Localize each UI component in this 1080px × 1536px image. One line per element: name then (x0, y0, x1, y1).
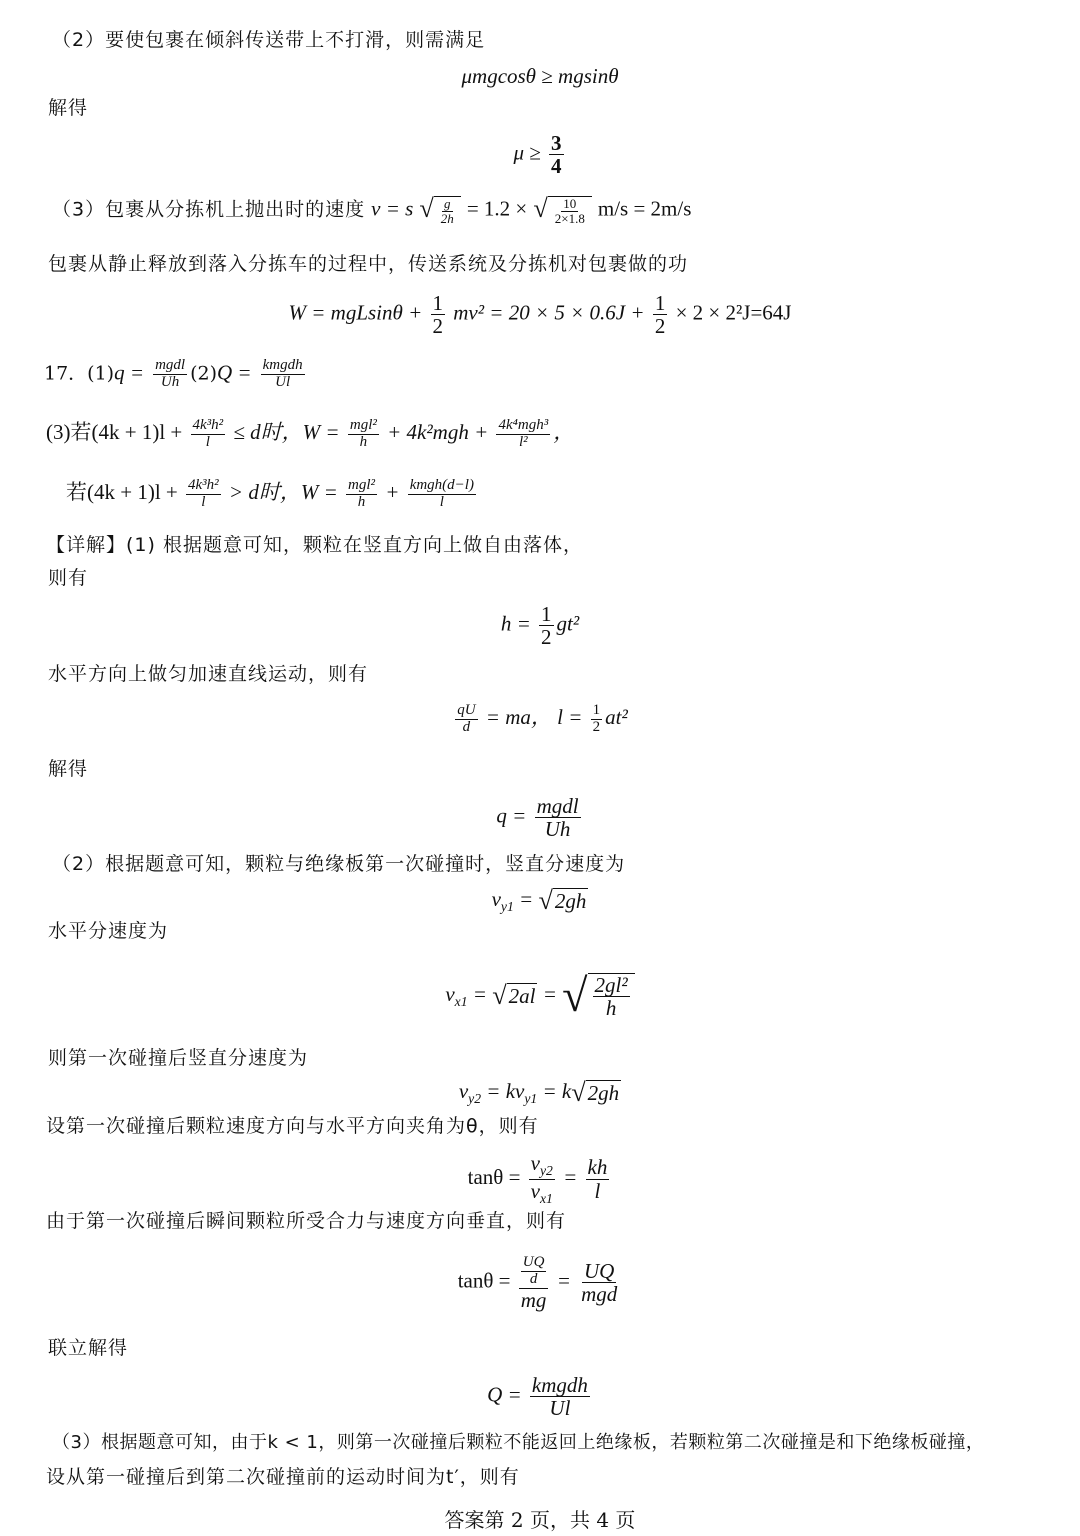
case2-f-num: 4k³h² (188, 477, 219, 493)
case2-b: > d时，W = (228, 480, 338, 505)
fraction-case2-g (346, 478, 377, 511)
paragraph-perpendicular: 由于第一次碰撞后瞬间颗粒所受合力与速度方向垂直，则有 (46, 1210, 567, 1232)
q17-q: q = (114, 360, 145, 385)
case1-comma: ， (553, 420, 575, 445)
eq-h-den: 2 (541, 625, 552, 650)
q17-label: 17．(1) (44, 362, 115, 385)
half-2-den: 2 (654, 314, 666, 339)
equation-work (0, 292, 1080, 337)
label-jiede-1: 解得 (48, 97, 89, 119)
fraction-case2-h (408, 478, 476, 511)
part3-v: v = s (371, 196, 414, 221)
fraction-q-result (535, 795, 581, 840)
answer-17-case2 (66, 478, 479, 511)
fraction-half-2 (653, 292, 668, 337)
work-c: × 2 × 2²J=64J (675, 300, 792, 325)
fraction-vy2-vx1 (529, 1152, 555, 1206)
l-half-den: 2 (592, 718, 601, 735)
tan2-num: UQ (584, 1259, 615, 1284)
tan2-den: mgd (581, 1282, 618, 1307)
tan1-num-v: v (530, 1151, 540, 1175)
equation-vy2 (0, 1080, 1080, 1106)
vy2-k: = k (542, 1078, 572, 1103)
eq-h-b: gt² (556, 611, 580, 636)
vx1-v: v (445, 981, 455, 1006)
eq-qU-b: = ma， (485, 705, 552, 730)
paragraph-horizontal: 水平方向上做匀加速直线运动，则有 (48, 663, 369, 685)
equation-tan1 (0, 1152, 1080, 1206)
vx1-eq1: = (472, 981, 487, 1006)
vx1-eq2: = (542, 981, 557, 1006)
vy2-rad: 2gh (587, 1081, 620, 1106)
case2-f-den: l (201, 493, 206, 510)
case2-a: 若(4k + 1)l + (66, 480, 178, 505)
qU-den: d (462, 718, 471, 735)
vy2-kv: = kv (486, 1078, 525, 1103)
fraction-complex (519, 1255, 549, 1311)
eq-h-num: 1 (541, 602, 552, 626)
fraction-Q-result (530, 1374, 590, 1419)
tan2-a: tanθ = (457, 1268, 511, 1293)
label-lianli: 联立解得 (48, 1337, 129, 1359)
paragraph-part3-detail: （3）根据题意可知，由于k < 1，则第一次碰撞后颗粒不能返回上绝缘板，若颗粒第二次碰撞是和下绝缘板碰撞， (52, 1432, 985, 1453)
eq-q-a: q = (496, 803, 527, 828)
tan2-d: d (529, 1270, 538, 1287)
answer-17-case1 (46, 418, 574, 451)
label-zeyou-1: 则有 (48, 567, 89, 589)
mu-prefix: μ ≥ (513, 140, 541, 165)
fraction-qU-d (455, 703, 477, 736)
mu-den: 4 (551, 154, 562, 179)
case1-a: (3)若(4k + 1)l + (46, 420, 183, 445)
sqrt-2gh-1: √ 2gh (538, 886, 587, 915)
vx1-sub: x1 (454, 994, 468, 1010)
vy1-v: v (491, 886, 501, 911)
equation-vy1 (0, 888, 1080, 914)
q17-q-num: mgdl (155, 357, 186, 373)
q-result-den: Uh (544, 817, 571, 842)
equation-q-result (0, 795, 1080, 840)
line-part3-velocity (52, 196, 691, 225)
equation-Q-result (0, 1374, 1080, 1419)
equation-vx1 (0, 970, 1080, 1021)
vy2-sub: y2 (468, 1091, 482, 1107)
vx1-num: 2gl² (594, 973, 628, 998)
equation-mu (0, 132, 1080, 177)
case2-plus: + (385, 480, 400, 505)
paragraph-work-intro: 包裹从静止释放到落入分拣车的过程中，传送系统及分拣机对包裹做的功 (48, 253, 689, 275)
paragraph-part2-detail: （2）根据题意可知，颗粒与绝缘板第一次碰撞时，竖直分速度为 (52, 853, 626, 875)
sqrt-2gh-2: √ 2gh (571, 1078, 620, 1107)
sqrt-10-over-36: √ $\frac{10}{2\times 1.8}$ (533, 196, 592, 225)
vy2-sub-y1: y1 (524, 1091, 538, 1107)
vy2-v: v (458, 1078, 469, 1103)
eq-l-a: l = (557, 705, 583, 730)
eq-h-a: h = (500, 611, 531, 636)
fraction-UQ-mgd (579, 1260, 619, 1305)
fraction-eq-h (539, 603, 554, 648)
fraction-q17-q (153, 358, 187, 391)
part3-mid: = 1.2 × (466, 196, 528, 221)
case1-b: ≤ d时，W = (233, 420, 340, 445)
fraction-half-1 (431, 292, 446, 337)
fraction-kh-l (586, 1156, 610, 1201)
q17-Q: Q = (216, 360, 252, 385)
case1-g-den: h (359, 433, 368, 450)
tan2-eq: = (556, 1268, 571, 1293)
eqQ-a: Q = (487, 1382, 522, 1407)
case2-h-den: l (439, 493, 444, 510)
fraction-case2-f (186, 478, 221, 511)
part3-g: g (444, 196, 451, 211)
paragraph-part3-detail-2: 设从第一碰撞后到第二次碰撞前的运动时间为t′，则有 (46, 1466, 520, 1488)
tan1-eq: = (563, 1164, 578, 1189)
tan1-l: l (594, 1178, 601, 1203)
page-footer: 答案第 2 页，共 4 页 (444, 1508, 636, 1532)
case2-g-den: h (357, 493, 366, 510)
case2-g-num: mgl² (348, 477, 376, 493)
work-a: W = mgLsinθ + (288, 300, 423, 325)
tan1-kh: kh (587, 1155, 608, 1180)
half-1-den: 2 (432, 314, 444, 339)
eq-l-b: at² (605, 705, 628, 730)
fraction-3-4 (549, 132, 564, 177)
fraction-l-half (591, 703, 603, 736)
Q-result-den: Ul (549, 1396, 571, 1421)
case1-h-den: l² (519, 433, 528, 450)
paragraph-part2-intro: （2）要使包裹在倾斜传送带上不打滑，则需满足 (52, 29, 486, 51)
label-horizontal-velocity: 水平分速度为 (48, 920, 169, 942)
l-half-num: 1 (592, 702, 601, 718)
sqrt-2al: √ 2al (492, 980, 536, 1010)
tan2-mg: mg (520, 1287, 547, 1312)
q17-2: (2) (190, 362, 217, 385)
half-1-num: 1 (432, 291, 444, 315)
paragraph-after-first: 则第一次碰撞后竖直分速度为 (48, 1047, 309, 1069)
tan2-UQ: UQ (522, 1254, 545, 1270)
sqrt-g-over-2h: √ $\frac{g}{2h}$ (419, 196, 460, 225)
vy1-sub: y1 (500, 899, 514, 915)
tan1-a: tanθ = (467, 1164, 521, 1189)
paragraph-detail-1: 【详解】(1) 根据题意可知，颗粒在竖直方向上做自由落体， (46, 534, 583, 556)
qU-num: qU (457, 702, 476, 718)
q17-Q-num: kmgdh (262, 357, 303, 373)
part3-2x18: 2×1.8 (554, 210, 585, 226)
q-result-num: mgdl (536, 794, 579, 818)
q17-Q-den: Ul (275, 373, 291, 390)
half-2-num: 1 (654, 291, 666, 315)
fraction-case1-f (191, 418, 226, 451)
vy1-rad: 2gh (554, 889, 587, 914)
answer-17-line1 (44, 358, 308, 391)
tan1-num-sub: y2 (540, 1163, 553, 1179)
fraction-q17-Q (261, 358, 305, 391)
equation-h (0, 603, 1080, 648)
equation-qU (0, 703, 1080, 736)
part3-prefix: （3）包裹从分拣机上抛出时的速度 (52, 198, 366, 221)
case1-f-num: 4k³h² (192, 417, 224, 433)
paragraph-let-theta: 设第一次碰撞后颗粒速度方向与水平方向夹角为θ，则有 (46, 1115, 539, 1137)
mu-num: 3 (551, 131, 562, 155)
tan1-den-sub: x1 (540, 1190, 553, 1206)
work-b: mv² = 20 × 5 × 0.6J + (453, 300, 645, 325)
vy1-eq: = (519, 886, 534, 911)
case1-h-num: 4k⁴mgh³ (498, 417, 549, 433)
equation-friction: μmgcosθ ≥ mgsinθ (461, 64, 619, 88)
part3-2h: 2h (440, 210, 454, 226)
label-jiede-2: 解得 (48, 758, 89, 780)
q17-q-den: Uh (160, 373, 180, 390)
part3-10: 10 (563, 196, 577, 211)
fraction-case1-h (496, 418, 550, 451)
part3-end: m/s = 2m/s (597, 196, 692, 221)
case2-h-num: kmgh(d−l) (409, 477, 474, 493)
sqrt-2gl2-over-h: √ $\frac{\text{2gl²}}{h}$ (562, 973, 635, 1019)
equation-tan2 (0, 1255, 1080, 1311)
vx1-rad: 2al (508, 984, 536, 1009)
case1-g-num: mgl² (349, 417, 377, 433)
vx1-den: h (605, 996, 617, 1021)
tan1-den-v: v (530, 1178, 540, 1203)
fraction-case1-g (348, 418, 379, 451)
Q-result-num: kmgdh (531, 1373, 588, 1397)
case1-c: + 4k²mgh + (387, 420, 489, 445)
case1-f-den: l (205, 433, 210, 450)
